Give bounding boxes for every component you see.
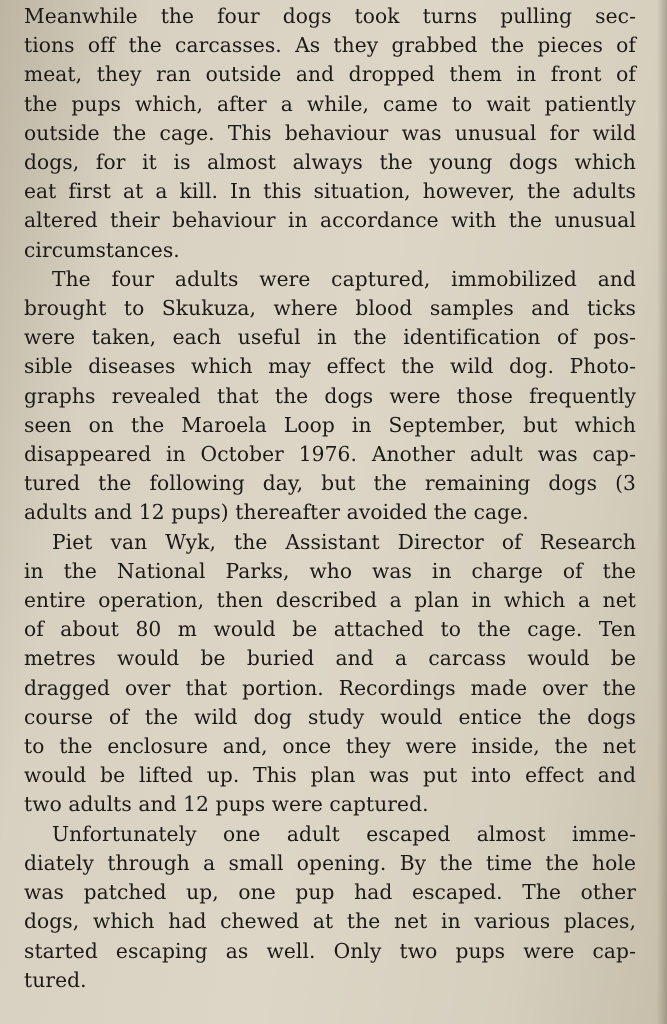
text-line: altered their behaviour in accordance with the unusual <box>24 208 636 233</box>
text-line: adults and 12 pups) thereafter avoided the cage. <box>24 500 529 525</box>
text-line: Piet van Wyk, the Assistant Director of Research <box>52 529 636 554</box>
text-line: diately through a small opening. By the time the hole <box>24 850 636 875</box>
text-line: meat, they ran outside and dropped them in front of <box>24 62 636 87</box>
text-line: tured. <box>24 967 87 992</box>
text-line: graphs revealed that the dogs were those frequently <box>24 383 636 408</box>
text-line: outside the cage. This behaviour was unusual for wild <box>24 120 636 145</box>
text-line: dogs, which had chewed at the net in various places, <box>24 909 636 934</box>
text-line: tions off the carcasses. As they grabbed the pieces of <box>24 33 636 58</box>
text-line: of about 80 m would be attached to the cage. Ten <box>24 617 636 642</box>
text-line: were taken, each useful in the identification of pos- <box>24 325 636 350</box>
text-line: sible diseases which may effect the wild dog. Photo- <box>24 354 636 379</box>
text-line: eat first at a kill. In this situation, however, the adults <box>24 179 636 204</box>
text-line: metres would be buried and a carcass would be <box>24 646 636 671</box>
text-line: Meanwhile the four dogs took turns pulling sec- <box>24 4 636 28</box>
text-line: started escaping as well. Only two pups were cap- <box>24 938 636 963</box>
page-text <box>24 2 636 995</box>
text-line: two adults and 12 pups were captured. <box>24 792 429 817</box>
text-line: was patched up, one pup had escaped. The other <box>24 880 636 905</box>
text-line: Unfortunately one adult escaped almost imme- <box>52 821 636 846</box>
text-line: the pups which, after a while, came to wait patiently <box>24 91 636 116</box>
text-line: circumstances. <box>24 237 180 262</box>
text-line: in the National Parks, who was in charge of the <box>24 558 636 583</box>
text-line: course of the wild dog study would entice the dogs <box>24 704 636 729</box>
text-line: seen on the Maroela Loop in September, but which <box>24 412 636 437</box>
text-line: The four adults were captured, immobilized and <box>52 266 636 291</box>
text-line: dragged over that portion. Recordings made over the <box>24 675 636 700</box>
text-line: disappeared in October 1976. Another adult was cap- <box>24 442 636 467</box>
text-line: would be lifted up. This plan was put into effect and <box>24 763 636 788</box>
text-line: brought to Skukuza, where blood samples and ticks <box>24 296 636 321</box>
text-line: entire operation, then described a plan in which a net <box>24 588 636 613</box>
text-line: tured the following day, but the remaining dogs (3 <box>24 471 636 496</box>
text-line: dogs, for it is almost always the young dogs which <box>24 150 636 175</box>
text-line: to the enclosure and, once they were inside, the net <box>24 734 636 759</box>
